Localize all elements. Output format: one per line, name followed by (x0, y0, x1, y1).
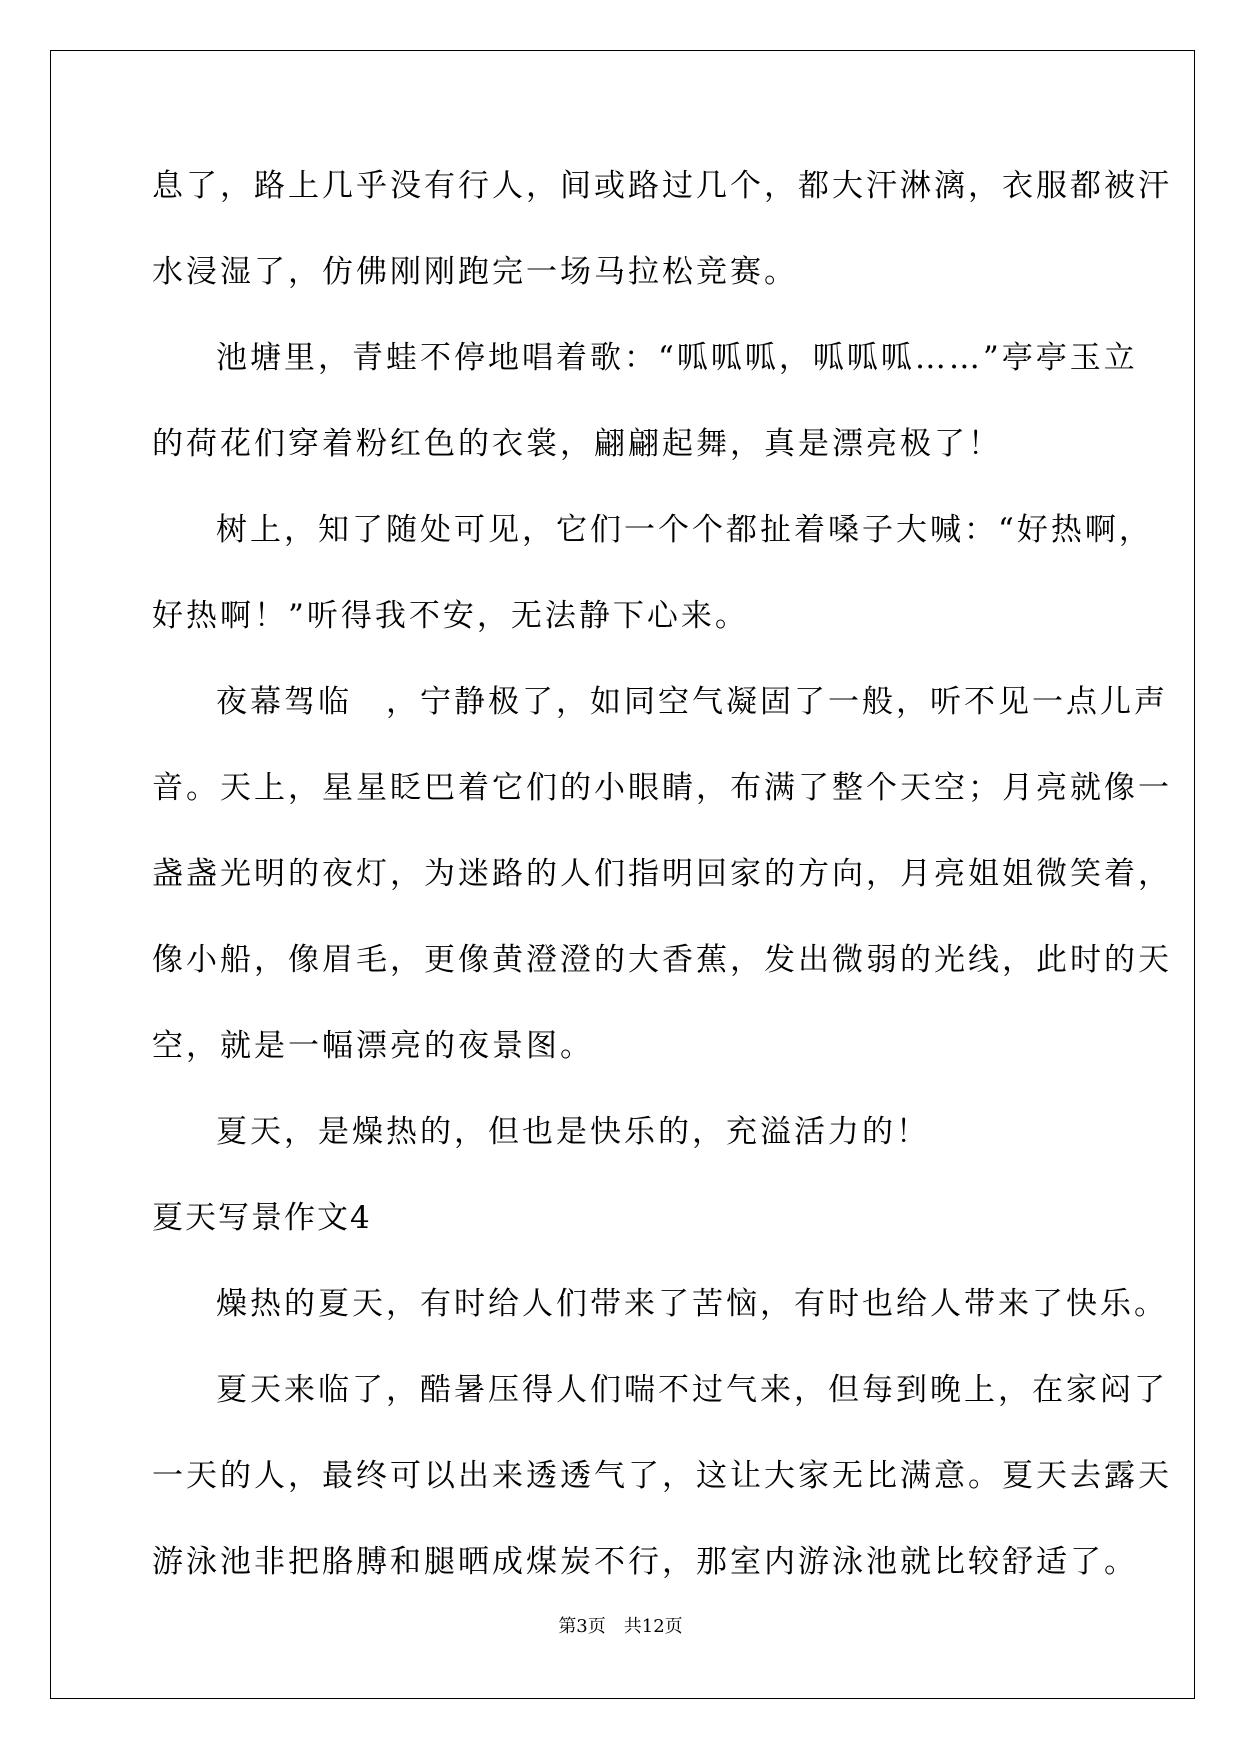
text-line: 音。天上，星星眨巴着它们的小眼睛，布满了整个天空；月亮就像一 (152, 770, 1172, 806)
document-body (152, 160, 1172, 1622)
text-line: 盏盏光明的夜灯，为迷路的人们指明回家的方向，月亮姐姐微笑着， (152, 856, 1172, 892)
text-line: 游泳池非把胳膊和腿晒成煤炭不行，那室内游泳池就比较舒适了。 (152, 1544, 1138, 1580)
paragraph-start: 夏天，是燥热的，但也是快乐的，充溢活力的！ (216, 1114, 930, 1150)
current-page-number: 第3页 (558, 1616, 606, 1637)
section-heading: 夏天写景作文4 (152, 1200, 372, 1236)
text-line: 空，就是一幅漂亮的夜景图。 (152, 1028, 594, 1064)
text-line: 的荷花们穿着粉红色的衣裳，翩翩起舞，真是漂亮极了！ (152, 426, 1002, 462)
page-footer (0, 1612, 1241, 1638)
paragraph-start: 池塘里，青蛙不停地唱着歌：“呱呱呱，呱呱呱……”亭亭玉立 (216, 340, 1138, 376)
paragraph-start: 燥热的夏天，有时给人们带来了苦恼，有时也给人带来了快乐。 (216, 1286, 1168, 1322)
total-pages: 共12页 (623, 1616, 683, 1637)
text-line: 息了，路上几乎没有行人，间或路过几个，都大汗淋漓，衣服都被汗 (152, 168, 1172, 204)
text-line: 一天的人，最终可以出来透透气了，这让大家无比满意。夏天去露天 (152, 1458, 1172, 1494)
paragraph-start: 树上，知了随处可见，它们一个个都扯着嗓子大喊：“好热啊， (216, 512, 1153, 548)
text-line: 水浸湿了，仿佛刚刚跑完一场马拉松竞赛。 (152, 254, 798, 290)
paragraph-start: 夜幕驾临 ，宁静极了，如同空气凝固了一般，听不见一点儿声 (216, 684, 1168, 720)
text-line: 好热啊！”听得我不安，无法静下心来。 (152, 598, 749, 634)
paragraph-start: 夏天来临了，酷暑压得人们喘不过气来，但每到晚上，在家闷了 (216, 1372, 1168, 1408)
text-line: 像小船，像眉毛，更像黄澄澄的大香蕉，发出微弱的光线，此时的天 (152, 942, 1172, 978)
